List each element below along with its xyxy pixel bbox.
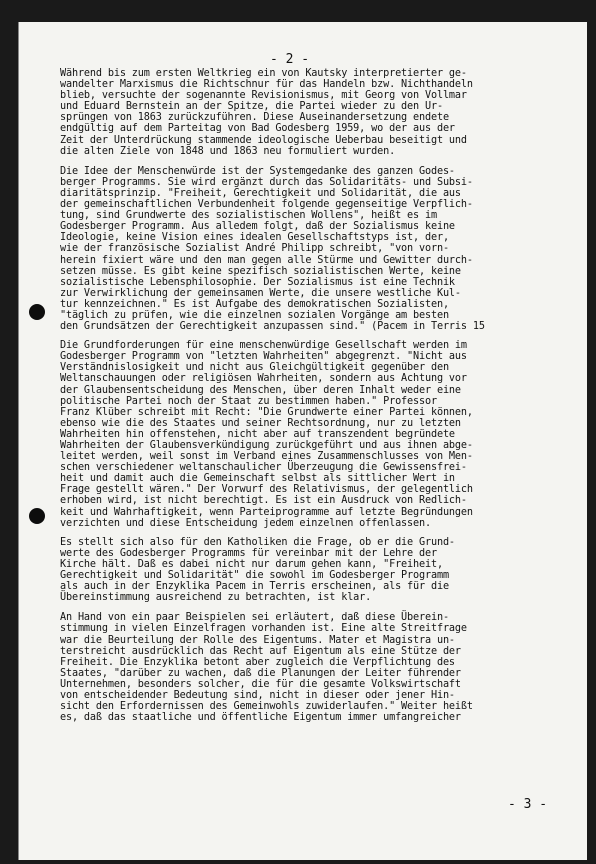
text-line: Franz Klüber schreibt mit Recht: "Die Grundwerte einer Partei können,: [60, 406, 473, 418]
text-line: wie der französische Sozialist André Philipp schreibt, "von vorn-: [60, 243, 449, 255]
text-line: diaritätsprinzip. "Freiheit, Gerechtigkeit und Solidarität, die aus: [60, 187, 461, 199]
text-line: werte des Godesberger Programms für vereinbar mit der Lehre der: [60, 547, 437, 559]
text-line: Kirche hält. Daß es dabei nicht nur darum gehen kann, "Freiheit,: [60, 558, 443, 570]
paragraph: [60, 166, 580, 332]
paragraph: [60, 68, 580, 157]
text-line: sicht den Erfordernissen des Gemeinwohls zuwiderlaufen." Weiter heißt: [60, 701, 473, 713]
punch-hole: [29, 508, 45, 524]
text-line: Die Grundforderungen für eine menschenwürdige Gesellschaft werden im: [60, 340, 467, 352]
text-line: Während bis zum ersten Weltkrieg ein von Kautsky interpretierter ge-: [60, 68, 467, 79]
text-line: tur kennzeichnen." Es ist Aufgabe des demokratischen Sozialisten,: [60, 298, 449, 310]
text-line: zur Verwirklichung der gemeinsamen Werte, die unsere westliche Kul-: [60, 287, 461, 299]
text-line: tung, sind Grundwerte des sozialistischen Wollens", heißt es im: [60, 210, 437, 222]
text-line: Staates, "darüber zu wachen, daß die Planungen der Leiter führender: [60, 667, 461, 679]
text-line: stimmung in vielen Einzelfragen vorhanden ist. Eine alte Streitfrage: [60, 623, 467, 635]
text-line: Weltanschauungen oder religiösen Wahrheiten, sondern aus Achtung vor: [60, 373, 467, 385]
text-line: sozialistische Lebensphilosophie. Der Sozialismus ist eine Technik: [60, 276, 455, 288]
text-line: Wahrheiten hin offenstehen, nicht aber auf transzendent begründete: [60, 428, 455, 440]
text-line: endgültig auf dem Parteitag von Bad Godesberg 1959, wo der aus der: [60, 123, 455, 135]
paragraph: [60, 537, 580, 604]
text-line: der gemeinschaftlichen Verbundenheit folgende gegenseitige Verpflich-: [60, 199, 473, 211]
text-line: "täglich zu prüfen, wie die einzelnen sozialen Vorgänge am besten: [60, 309, 449, 321]
text-line: war die Beurteilung der Rolle des Eigentums. Mater et Magistra un-: [60, 634, 455, 646]
text-line: Die Idee der Menschenwürde ist der Systemgedanke des ganzen Godes-: [60, 165, 455, 177]
text-line: Es stellt sich also für den Katholiken die Frage, ob er die Grund-: [60, 536, 455, 548]
text-line: Zeit der Unterdrückung stammende ideologische Ueberbau beseitigt und: [60, 134, 467, 146]
text-line: von entscheidender Bedeutung sind, nicht in dieser oder jener Hin-: [60, 689, 455, 701]
text-line: und Eduard Bernstein an der Spitze, die Partei wieder zu den Ur-: [60, 101, 443, 113]
text-line: der Glaubensentscheidung des Menschen, über deren Inhalt weder eine: [60, 384, 461, 396]
text-line: An Hand von ein paar Beispielen sei erläutert, daß diese Überein-: [60, 612, 449, 624]
text-line: keit und Wahrhaftigkeit, wenn Parteiprogramme auf letzte Begründungen: [60, 506, 473, 518]
text-line: herein fixiert wäre und den man gegen alle Stürme und Gewitter durch-: [60, 254, 473, 266]
paragraph: [60, 612, 580, 723]
page-number-bottom: - 3 -: [508, 797, 548, 812]
text-line: Wahrheiten der Glaubensverkündigung zurückgeführt und aus ihnen abge-: [60, 440, 473, 451]
text-line: Ideologie, keine Vision eines idealen Gesellschaftstyps ist, der,: [60, 232, 449, 244]
text-line: heit und damit auch die Gemeinschaft selbst als sittlicher Wert in: [60, 473, 455, 485]
text-line: schen verschiedener weltanschaulicher Überzeugung die Gewissensfrei-: [60, 462, 467, 474]
text-line: terstreicht ausdrücklich das Recht auf Eigentum als eine Stütze der: [60, 645, 461, 657]
text-line: erhoben wird, ist nicht berechtigt. Es ist ein Ausdruck von Redlich-: [60, 495, 467, 507]
text-line: verzichten und diese Entscheidung jedem einzelnen offenlassen.: [60, 517, 431, 529]
text-line: politische Partei noch der Staat zu bestimmen haben." Professor: [60, 395, 437, 407]
body-text: [60, 68, 580, 723]
text-line: wandelter Marxismus die Richtschnur für das Handeln bzw. Nichthandeln: [60, 79, 473, 91]
text-line: Frage gestellt wären." Der Vorwurf des Relativismus, der gelegentlich: [60, 484, 473, 496]
text-line: die alten Ziele von 1848 und 1863 neu formuliert wurden.: [60, 145, 396, 157]
text-line: sprüngen von 1863 zurückzuführen. Diese Auseinandersetzung endete: [60, 112, 449, 124]
text-line: Godesberger Programm. Aus alledem folgt, daß der Sozialismus keine: [60, 221, 455, 233]
text-line: Godesberger Programm von "letzten Wahrheiten" abgegrenzt. "Nicht aus: [60, 351, 467, 363]
text-line: es, daß das staatliche und öffentliche Eigentum immer umfangreicher: [60, 712, 461, 724]
text-line: Freiheit. Die Enzyklika betont aber zugleich die Verpflichtung des: [60, 656, 455, 668]
text-line: den Grundsätzen der Gerechtigkeit anzupassen sind." (Pacem in Terris 15: [60, 321, 485, 333]
text-line: blieb, versuchte der sogenannte Revisionismus, mit Georg von Vollmar: [60, 90, 467, 102]
text-line: Übereinstimmung ausreichend zu betrachten, ist klar.: [60, 592, 372, 604]
text-line: als auch in der Enzyklika Pacem in Terris erscheinen, als für die: [60, 581, 449, 593]
text-line: ebenso wie die des Staates und seiner Rechtsordnung, nur zu letzten: [60, 417, 461, 429]
text-line: berger Programms. Sie wird ergänzt durch das Solidaritäts- und Subsi-: [60, 176, 473, 188]
paragraph: [60, 340, 580, 529]
text-line: Unternehmen, besonders solcher, die für die gesamte Volkswirtschaft: [60, 678, 461, 690]
text-line: leitet werden, weil sonst im Verband eines Zusammenschlusses von Men-: [60, 451, 473, 463]
text-line: Verständnislosigkeit und nicht aus Gleichgültigkeit gegenüber den: [60, 362, 449, 374]
text-line: setzen müsse. Es gibt keine spezifisch sozialistischen Werte, keine: [60, 265, 461, 277]
punch-hole: [29, 304, 45, 320]
text-line: Gerechtigkeit und Solidarität" die sowohl im Godesberger Programm: [60, 570, 449, 582]
page-number-top: - 2 -: [270, 52, 310, 67]
